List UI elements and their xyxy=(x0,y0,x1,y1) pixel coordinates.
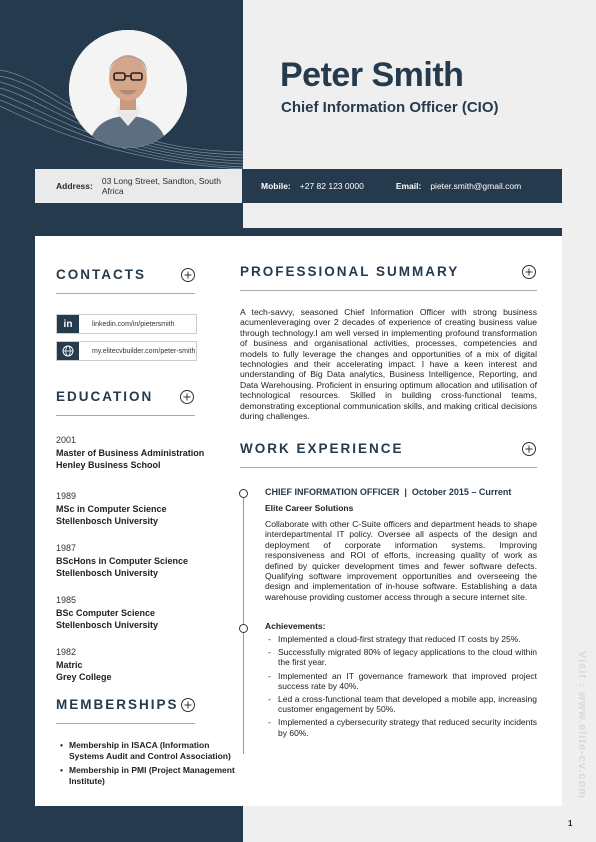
visit-watermark xyxy=(573,645,591,805)
candidate-title: Chief Information Officer (CIO) xyxy=(281,99,499,116)
divider xyxy=(56,723,195,724)
education-item xyxy=(56,542,188,580)
timeline-dot xyxy=(239,624,248,633)
edu-degree: BSc Computer Science xyxy=(56,607,156,618)
mobile-label: Mobile: xyxy=(261,181,291,191)
divider xyxy=(240,290,537,291)
edu-school: Stellenbosch University xyxy=(56,516,159,526)
divider xyxy=(56,293,195,294)
edu-degree: Master of Business Administration xyxy=(56,447,205,458)
edu-school: Stellenbosch University xyxy=(56,568,159,578)
memberships-heading: MEMBERSHIPS xyxy=(56,697,179,712)
timeline-dot xyxy=(239,489,248,498)
divider xyxy=(56,415,195,416)
candidate-name: Peter Smith xyxy=(280,56,464,94)
summary-heading: PROFESSIONAL SUMMARY xyxy=(240,264,460,279)
plus-circle-icon[interactable] xyxy=(522,265,536,279)
edu-school: Henley Business School xyxy=(56,460,161,470)
website-link[interactable] xyxy=(56,341,197,361)
mobile-email-block xyxy=(242,169,562,203)
plus-circle-icon[interactable] xyxy=(180,390,194,404)
plus-circle-icon[interactable] xyxy=(181,698,195,712)
edu-year: 1987 xyxy=(56,543,77,553)
edu-degree: Matric xyxy=(56,659,83,670)
email-value[interactable]: pieter.smith@gmail.com xyxy=(430,181,522,191)
address-value: 03 Long Street, Sandton, South Africa xyxy=(101,176,221,196)
profile-photo xyxy=(69,30,187,148)
list-item: • Membership in ISACA (Information Systems Audit and Control Association) xyxy=(59,740,244,762)
visit-text: Visit : www.elite-cv.com xyxy=(576,651,588,799)
list-item: • Membership in PMI (Project Management Institute) xyxy=(59,765,244,787)
edu-year: 1982 xyxy=(56,647,77,657)
address-label: Address: xyxy=(56,181,93,191)
education-heading: EDUCATION xyxy=(56,389,154,404)
linkedin-url[interactable]: linkedin.com/in/pietersmith xyxy=(92,320,175,328)
education-item xyxy=(56,646,112,684)
website-url[interactable]: my.elitecvbuilder.com/peter-smith xyxy=(92,347,196,355)
education-item xyxy=(56,434,204,472)
linkedin-link[interactable] xyxy=(56,314,197,334)
card-top-bar xyxy=(35,228,562,236)
email-label: Email: xyxy=(395,181,422,191)
list-item: - Implemented a cybersecurity strategy that reduced security incidents by 60%. xyxy=(267,717,537,737)
mobile-value: +27 82 123 0000 xyxy=(299,181,364,191)
list-item: - Led a cross-functional team that developed a mobile app, increasing customer engagement by 50%. xyxy=(267,694,537,714)
work-heading: WORK EXPERIENCE xyxy=(240,441,404,456)
list-item: - Implemented a cloud-first strategy that reduced IT costs by 25%. xyxy=(267,634,537,644)
edu-school: Stellenbosch University xyxy=(56,620,159,630)
edu-degree: BScHons in Computer Science xyxy=(56,555,189,566)
memberships-list xyxy=(59,740,244,790)
achievements-list xyxy=(267,634,537,741)
edu-year: 2001 xyxy=(56,435,77,445)
contacts-heading: CONTACTS xyxy=(56,267,146,282)
address-block xyxy=(35,169,242,203)
linkedin-icon: in xyxy=(57,315,79,333)
edu-school: Grey College xyxy=(56,672,112,682)
plus-circle-icon[interactable] xyxy=(181,268,195,282)
edu-degree: MSc in Computer Science xyxy=(56,503,167,514)
list-item: - Successfully migrated 80% of legacy applications to the cloud within the first year. xyxy=(267,647,537,667)
resume-body-card xyxy=(35,228,562,806)
company-name: Elite Career Solutions xyxy=(265,503,354,513)
list-item: - Implemented an IT governance framework that improved project success rate by 40%. xyxy=(267,671,537,691)
plus-circle-icon[interactable] xyxy=(522,442,536,456)
edu-year: 1985 xyxy=(56,595,77,605)
education-item xyxy=(56,594,158,632)
contact-info-bar xyxy=(35,169,562,203)
achievements-heading: Achievements: xyxy=(265,621,326,631)
job-title: CHIEF INFORMATION OFFICER | October 2015 – Current xyxy=(265,487,512,497)
education-item xyxy=(56,490,167,528)
divider xyxy=(240,467,537,468)
summary-text: A tech-savvy, seasoned Chief Information Officer with strong business acumenleveraging over 2 decades of experience of creating business value through technology.I am well versed in implementing profound transformation of business and organisational activities, processes, competencies and models to fully leverage the changes and opportunities of a mix of digital technologies and their accelerating impact. I have a keen interest and understanding of Big Data analytics, Business Intelligence, Reporting, and Data Warehousing. Proficient in ensuring optimum allocation and utilisation of technological resources. Skilled in building cross-functional teams, demonstrating exceptional communication skills, and making critical decisions during challenges. xyxy=(240,307,537,422)
page-number: 1 xyxy=(568,819,573,828)
globe-icon xyxy=(57,342,79,360)
job-description: Collaborate with other C-Suite officers and department heads to shape interdepartmental IT policy. Oversee all aspects of the design and deployment of corporate information systems. Improving responsiveness and ROI of efforts, increasing quality of work as defined by quicker development times and fewer software defects. Qualifying software improvement opportunities and overseeing the design and implementation of in-house software. Establishing a data warehouse providing customer access through a secure internet site. xyxy=(265,519,537,602)
edu-year: 1989 xyxy=(56,491,77,501)
